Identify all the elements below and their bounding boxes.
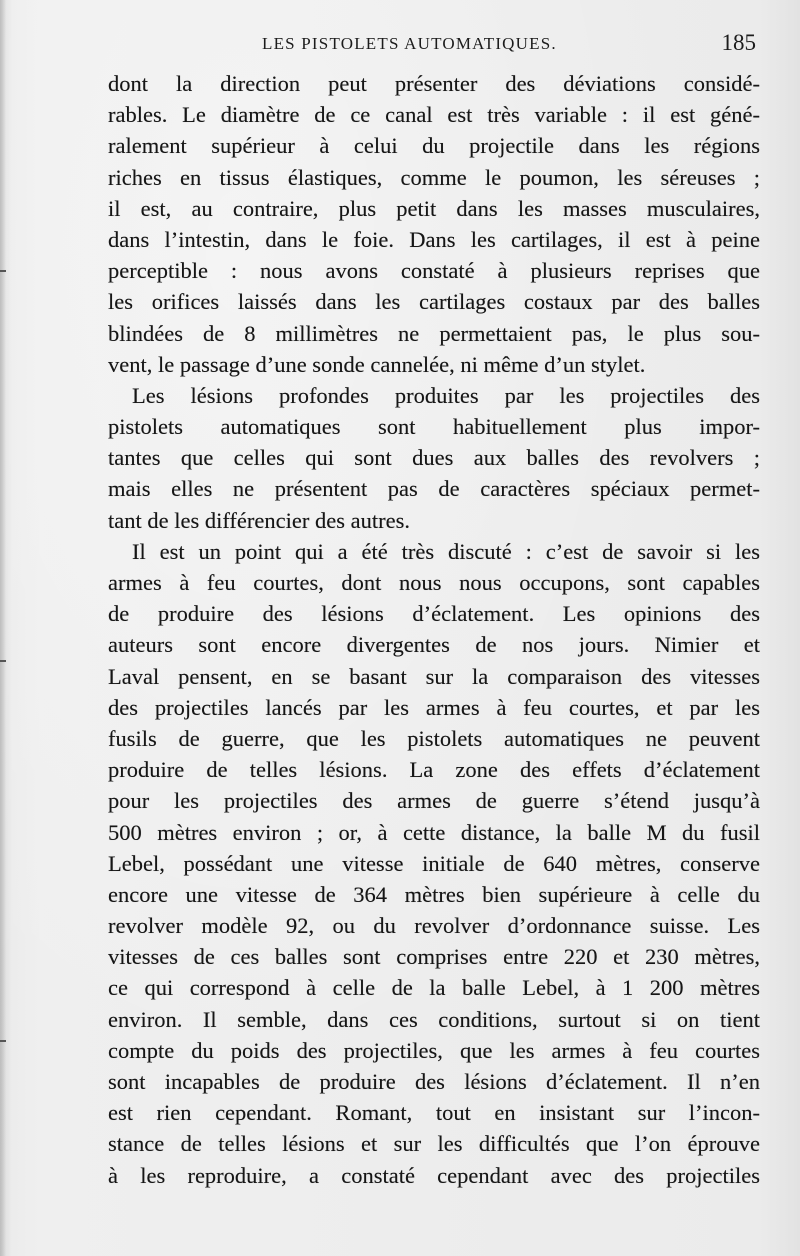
text-line: Laval pensent, en se basant sur la comparaison des vitesses [108,663,760,689]
body-text [108,68,760,1191]
text-line: de produire des lésions d’éclatement. Les opinions des [108,601,760,627]
text-line: ce qui correspond à celle de la balle Lebel, à 1 200 mètres [108,975,760,1001]
text-line: rables. Le diamètre de ce canal est très variable : il est géné- [108,102,760,128]
text-line: auteurs sont encore divergentes de nos jours. Nimier et [108,632,760,658]
text-line: mais elles ne présentent pas de caractères spéciaux permet- [108,476,760,502]
text-line: dans l’intestin, dans le foie. Dans les cartilages, il est à peine [108,226,760,252]
text-line: perceptible : nous avons constaté à plusieurs reprises que [108,258,760,284]
running-title: LES PISTOLETS AUTOMATIQUES. [262,34,557,53]
text-line: vitesses de ces balles sont comprises entre 220 et 230 mètres, [108,944,760,970]
text-line: stance de telles lésions et sur les difficultés que l’on éprouve [108,1131,760,1157]
text-line: riches en tissus élastiques, comme le poumon, les séreuses ; [108,164,760,190]
running-header [0,30,800,64]
text-line: pour les projectiles des armes de guerre s’étend jusqu’à [108,788,760,814]
margin-mark [0,270,6,272]
text-line: les orifices laissés dans les cartilages costaux par des balles [108,289,760,315]
text-line: est rien cependant. Romant, tout en insistant sur l’incon- [108,1100,760,1126]
text-line: dont la direction peut présenter des déviations considé- [108,71,760,96]
text-line: compte du poids des projectiles, que les armes à feu courtes [108,1037,760,1063]
text-line: des projectiles lancés par les armes à feu courtes, et par les [108,694,760,720]
page-number: 185 [721,30,756,55]
text-line: environ. Il semble, dans ces conditions, surtout si on tient [108,1006,760,1032]
text-line: tant de les différencier des autres. [108,507,410,533]
text-line: pistolets automatiques sont habituellement plus impor- [108,414,760,440]
text-line: 500 mètres environ ; or, à cette distance, la balle M du fusil [108,819,760,845]
text-line: blindées de 8 millimètres ne permettaient pas, le plus sou- [108,320,760,346]
text-line: Les lésions profondes produites par les projectiles des [132,382,760,408]
text-line: encore une vitesse de 364 mètres bien supérieure à celle du [108,881,760,907]
text-line: il est, au contraire, plus petit dans les masses musculaires, [108,195,760,221]
text-line: produire de telles lésions. La zone des effets d’éclatement [108,757,760,783]
text-line: armes à feu courtes, dont nous nous occupons, sont capables [108,570,760,595]
text-line: Il est un point qui a été très discuté : c’est de savoir si les [132,538,760,564]
text-line: à les reproduire, a constaté cependant avec des projectiles [108,1162,760,1188]
margin-mark [0,1040,6,1042]
text-line: sont incapables de produire des lésions d’éclatement. Il n’en [108,1069,760,1094]
text-line: fusils de guerre, que les pistolets automatiques ne peuvent [108,725,760,751]
text-line: tantes que celles qui sont dues aux balles des revolvers ; [108,445,760,471]
text-line: revolver modèle 92, ou du revolver d’ordonnance suisse. Les [108,913,760,939]
text-line: ralement supérieur à celui du projectile dans les régions [108,133,760,159]
text-line: vent, le passage d’une sonde cannelée, ni même d’un stylet. [108,351,646,377]
margin-mark [0,660,6,662]
text-line: Lebel, possédant une vitesse initiale de 640 mètres, conserve [108,850,760,876]
page-gutter-shadow [0,0,6,1256]
